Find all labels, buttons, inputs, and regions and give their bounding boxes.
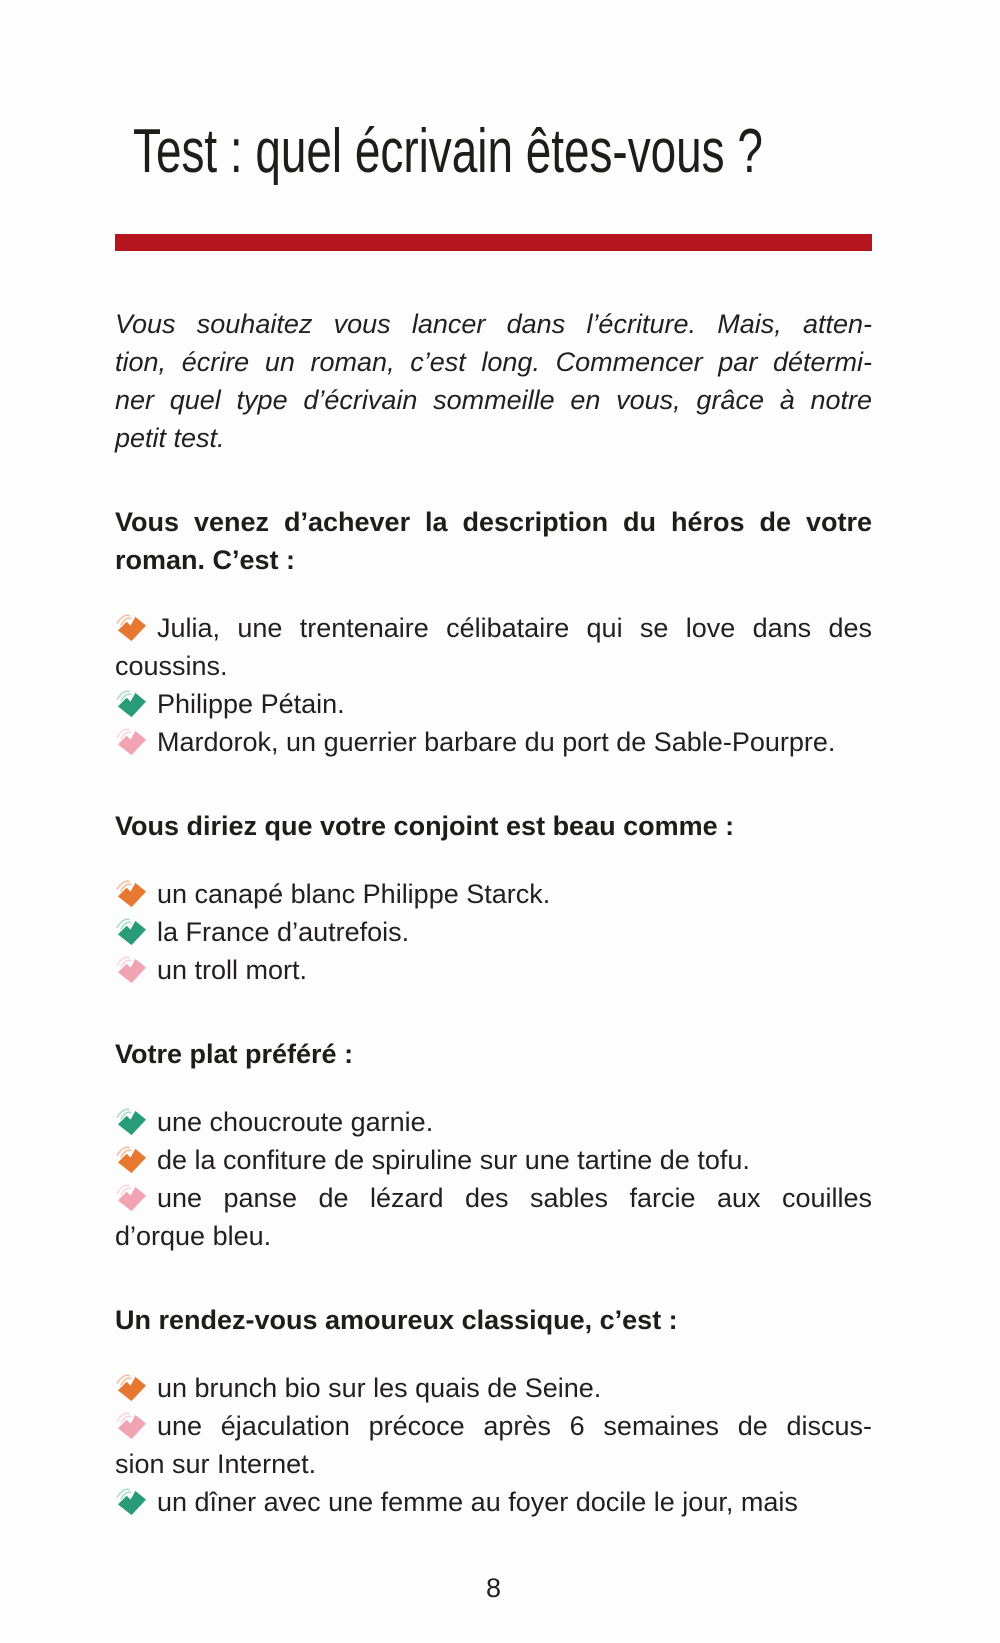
book-green-icon <box>115 1486 148 1517</box>
answer-list <box>115 609 872 761</box>
question-heading <box>115 503 872 579</box>
book-green-icon <box>115 1106 148 1137</box>
answer-text: de la confiture de spiruline sur une tartine de tofu. <box>157 1145 750 1175</box>
answer-text: une panse de lézard des sables farcie aux couilles <box>157 1183 872 1213</box>
title-rule <box>115 234 872 251</box>
answer-line <box>115 1103 872 1141</box>
answer-text: une choucroute garnie. <box>157 1107 434 1137</box>
question-heading <box>115 1035 872 1073</box>
book-orange-icon <box>115 1144 148 1175</box>
answer-line <box>115 1141 872 1179</box>
answer-line <box>115 875 872 913</box>
book-orange-icon <box>115 612 148 643</box>
answer-list <box>115 875 872 989</box>
question-heading-line: Vous diriez que votre conjoint est beau comme : <box>115 811 735 841</box>
answer-line <box>115 1179 872 1217</box>
answer-line <box>115 1369 872 1407</box>
answer-text: un brunch bio sur les quais de Seine. <box>157 1373 602 1403</box>
book-pink-icon <box>115 1182 148 1213</box>
book-pink-icon <box>115 1410 148 1441</box>
intro-line: Vous souhaitez vous lancer dans l’écriture. Mais, atten- <box>115 309 872 339</box>
intro-paragraph <box>115 305 872 457</box>
question-heading <box>115 807 872 845</box>
question-heading <box>115 1301 872 1339</box>
answer-line <box>115 913 872 951</box>
intro-line: petit test. <box>115 423 225 453</box>
intro-line: ner quel type d’écrivain sommeille en vous, grâce à notre <box>115 385 872 415</box>
answer-text: sion sur Internet. <box>115 1449 317 1479</box>
book-green-icon <box>115 916 148 947</box>
book-orange-icon <box>115 878 148 909</box>
answer-line <box>115 647 872 685</box>
answer-line <box>115 685 872 723</box>
question-heading-line: Vous venez d’achever la description du héros de votre <box>115 507 872 537</box>
answer-line <box>115 723 872 761</box>
answer-text: Mardorok, un guerrier barbare du port de Sable-Pourpre. <box>157 727 836 757</box>
answer-line <box>115 1407 872 1445</box>
answer-line <box>115 1445 872 1483</box>
answer-text: Philippe Pétain. <box>157 689 345 719</box>
book-orange-icon <box>115 1372 148 1403</box>
question-heading-line: roman. C’est : <box>115 545 296 575</box>
answer-text: un dîner avec une femme au foyer docile le jour, mais <box>157 1487 798 1517</box>
book-pink-icon <box>115 726 148 757</box>
answer-text: un troll mort. <box>157 955 308 985</box>
answer-text: Julia, une trentenaire célibataire qui se love dans des <box>157 613 872 643</box>
question-heading-line: Votre plat préféré : <box>115 1039 354 1069</box>
book-pink-icon <box>115 954 148 985</box>
answer-text: une éjaculation précoce après 6 semaines de discus- <box>157 1411 872 1441</box>
page-title-text: Test : quel écrivain êtes-vous ? <box>133 117 763 186</box>
answer-text: un canapé blanc Philippe Starck. <box>157 879 551 909</box>
answer-line <box>115 609 872 647</box>
answer-text: coussins. <box>115 651 228 681</box>
answer-list <box>115 1369 872 1521</box>
question-heading-line: Un rendez-vous amoureux classique, c’est : <box>115 1305 678 1335</box>
intro-line: tion, écrire un roman, c’est long. Commencer par détermi- <box>115 347 872 377</box>
answer-text: la France d’autrefois. <box>157 917 410 947</box>
answer-line <box>115 1217 872 1255</box>
page-number: 8 <box>485 1573 502 1603</box>
answer-list <box>115 1103 872 1255</box>
page-title <box>115 112 872 192</box>
answer-text: d’orque bleu. <box>115 1221 272 1251</box>
answer-line <box>115 951 872 989</box>
book-green-icon <box>115 688 148 719</box>
answer-line <box>115 1483 872 1521</box>
